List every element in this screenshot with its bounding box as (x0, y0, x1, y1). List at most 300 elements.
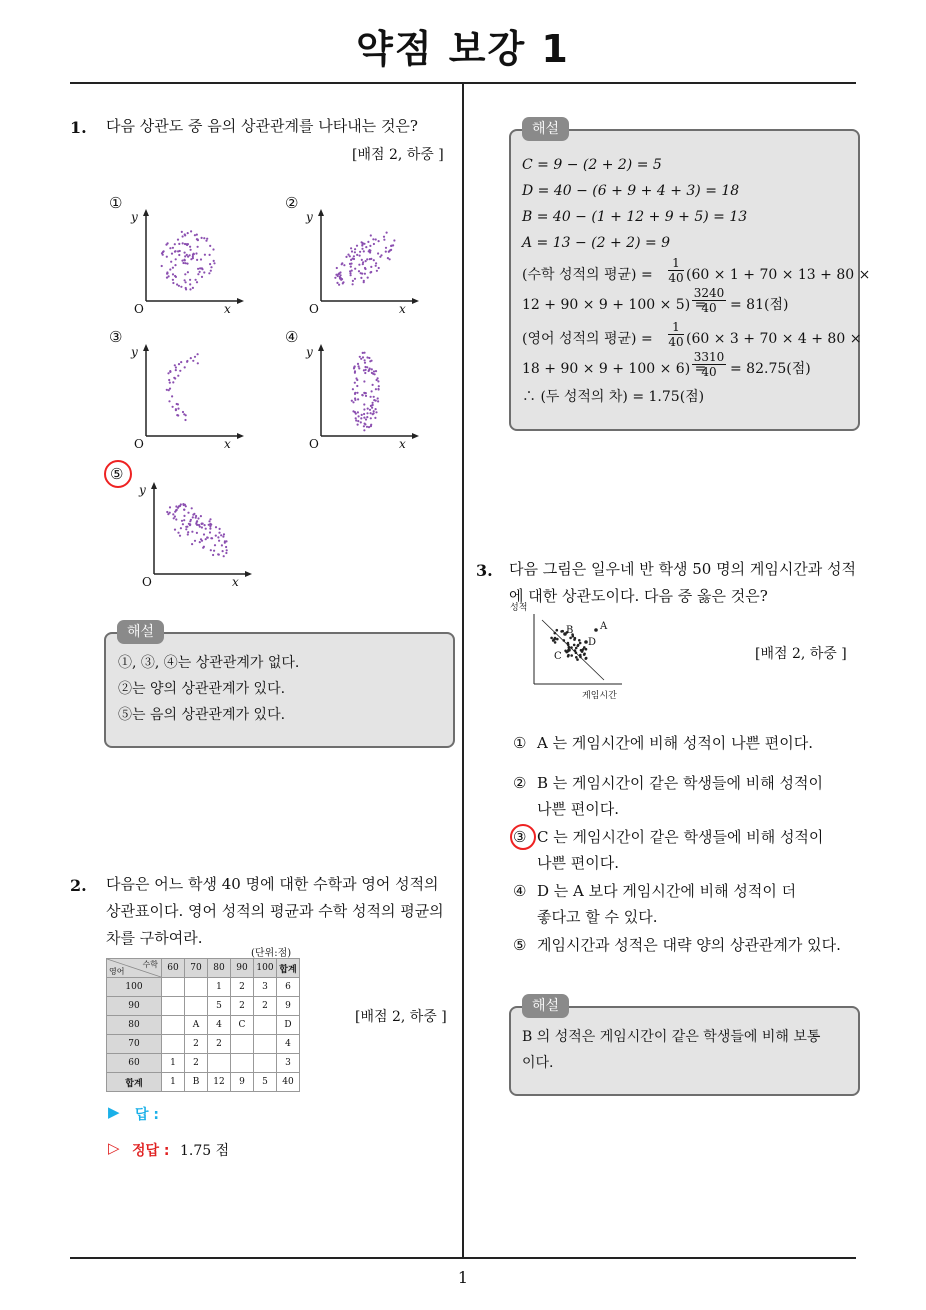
scatter-dot (186, 361, 188, 363)
q1-option-5-label: ⑤ (110, 465, 124, 483)
scatter-dot (341, 262, 343, 264)
scatter-dot (184, 366, 186, 368)
scatter-dot (175, 366, 177, 368)
scatter-dot (166, 389, 168, 391)
scatter-dot (205, 240, 207, 242)
scatter-dot (377, 397, 379, 399)
scatter-dot (373, 243, 375, 245)
scatter-dot (359, 251, 361, 253)
scatter-dot (182, 262, 184, 264)
scatter-dot (196, 259, 198, 261)
scatter-dot (196, 281, 198, 283)
scatter-dot (213, 550, 215, 552)
scatter-dot (169, 247, 171, 249)
scatter-dot (375, 370, 377, 372)
q1-explanation-line-3: ⑤는 음의 상관관계가 있다. (118, 707, 286, 723)
scatter-dot (363, 352, 365, 354)
scatter-dot (364, 359, 366, 361)
scatter-dot (213, 260, 215, 262)
scatter-dot (183, 519, 185, 521)
scatter-dot (390, 245, 392, 247)
scatter-dot (363, 403, 365, 405)
scatter-dot (376, 270, 378, 272)
scatter-dot (201, 523, 203, 525)
scatter-dot (370, 360, 372, 362)
scatter-dot (215, 526, 217, 528)
q3-option-2 (513, 770, 823, 822)
q2-exp-line-d: D = 40 − (6 + 9 + 4 + 3) = 18 (522, 183, 740, 199)
table-cell (208, 1054, 231, 1073)
scatter-dot (361, 248, 363, 250)
table-corner-bottom: 영어 (109, 967, 125, 976)
q2-exp-eng-line2a: 18 + 90 × 9 + 100 × 6) = (522, 361, 707, 377)
q1-question: 다음 상관도 중 음의 상관관계를 나타내는 것은? (106, 117, 418, 135)
q3-option-text: A 는 게임시간에 비해 성적이 나쁜 편이다. (537, 734, 814, 752)
q1-p4-origin: O (309, 437, 319, 451)
scatter-dot (350, 266, 352, 268)
scatter-dot (577, 644, 580, 647)
scatter-dot (385, 251, 387, 253)
scatter-dot (197, 273, 199, 275)
scatter-dot (226, 549, 228, 551)
scatter-dot (182, 242, 184, 244)
scatter-dot (186, 263, 188, 265)
scatter-dot (567, 654, 570, 657)
scatter-dot (185, 528, 187, 530)
scatter-dot (175, 369, 177, 371)
q3-option-number: ② (513, 774, 527, 792)
q1-p5-y: y (139, 483, 146, 497)
scatter-dot (360, 277, 362, 279)
scatter-dot (368, 369, 370, 371)
scatter-dot (389, 249, 391, 251)
scatter-dot (209, 245, 211, 247)
scatter-dot (360, 358, 362, 360)
scatter-dot (361, 259, 363, 261)
scatter-dot (183, 259, 185, 261)
scatter-dot (372, 384, 374, 386)
scatter-dot (209, 518, 211, 520)
q3-point-d: D (588, 637, 597, 648)
scatter-dot (352, 280, 354, 282)
scatter-dot (366, 356, 368, 358)
scatter-dot (350, 247, 352, 249)
scatter-dot (184, 273, 186, 275)
scatter-dot (209, 254, 211, 256)
scatter-dot (184, 255, 186, 257)
scatter-dot (208, 520, 210, 522)
scatter-dot (369, 250, 371, 252)
scatter-dot (221, 544, 223, 546)
q3-option-text: 나쁜 편이다. (537, 854, 619, 872)
table-cell (231, 1054, 254, 1073)
scatter-dot (195, 279, 197, 281)
scatter-dot (194, 540, 196, 542)
table-cell: 9 (277, 997, 300, 1016)
scatter-dot (377, 380, 379, 382)
scatter-dot (210, 549, 212, 551)
scatter-dot (206, 238, 208, 240)
scatter-dot (196, 234, 198, 236)
scatter-dot (161, 265, 163, 267)
scatter-dot (583, 653, 586, 656)
scatter-dot (352, 283, 354, 285)
table-col-header: 80 (208, 959, 231, 978)
scatter-dot (217, 536, 219, 538)
q1-option-1-label: ① (109, 194, 123, 212)
scatter-dot (352, 401, 354, 403)
scatter-dot (187, 531, 189, 533)
scatter-dot (358, 415, 360, 417)
scatter-dot (174, 243, 176, 245)
q3-option-text: B 는 게임시간이 같은 학생들에 비해 성적이 (537, 774, 823, 792)
scatter-dot (386, 232, 388, 234)
scatter-dot (354, 248, 356, 250)
scatter-dot (177, 408, 179, 410)
scatter-dot (197, 246, 199, 248)
scatter-dot (368, 357, 370, 359)
q2-question-line-3: 차를 구하여라. (106, 929, 203, 947)
scatter-dot (169, 506, 171, 508)
scatter-dot (575, 647, 578, 650)
scatter-dot (371, 404, 373, 406)
scatter-dot (353, 367, 355, 369)
scatter-dot (351, 400, 353, 402)
q3-option-number: ⑤ (513, 936, 527, 954)
scatter-dot (174, 364, 176, 366)
scatter-dot (360, 272, 362, 274)
table-cell: 1 (162, 1054, 185, 1073)
scatter-dot (178, 243, 180, 245)
scatter-dot (182, 523, 184, 525)
q3-explanation-line-1: B 의 성적은 게임시간이 같은 학생들에 비해 보통 (522, 1029, 821, 1045)
scatter-dot (336, 267, 338, 269)
q2-exp-math-line2b: = 81(점) (730, 297, 789, 313)
scatter-dot (174, 515, 176, 517)
scatter-dot (203, 533, 205, 535)
scatter-dot (187, 256, 189, 258)
scatter-dot (191, 531, 193, 533)
scatter-dot (378, 267, 380, 269)
scatter-dot (361, 414, 363, 416)
scatter-dot (363, 408, 365, 410)
scatter-dot (213, 262, 215, 264)
table-cell: 6 (277, 978, 300, 997)
scatter-dot (186, 526, 188, 528)
scatter-dot (563, 639, 566, 642)
scatter-dot (355, 417, 357, 419)
scatter-dot (220, 534, 222, 536)
scatter-dot (357, 363, 359, 365)
scatter-dot (196, 520, 198, 522)
q2-exp-eng-line2b: = 82.75(점) (730, 361, 811, 377)
scatter-dot (192, 257, 194, 259)
scatter-dot (334, 277, 336, 279)
q2-number: 2. (70, 876, 87, 895)
q1-p4-x: x (399, 437, 406, 451)
q3-number: 3. (476, 561, 493, 580)
scatter-dot (185, 288, 187, 290)
q1-p3-y: y (131, 345, 138, 359)
scatter-dot (189, 279, 191, 281)
scatter-dot (184, 252, 186, 254)
q1-p1-x: x (224, 302, 231, 316)
scatter-dot (172, 381, 174, 383)
scatter-dot (223, 533, 225, 535)
scatter-dot (209, 523, 211, 525)
scatter-dot (374, 373, 376, 375)
scatter-dot (338, 284, 340, 286)
table-cell: 5 (208, 997, 231, 1016)
scatter-dot (189, 524, 191, 526)
q1-p5-x: x (232, 575, 239, 589)
table-cell: 3 (277, 1054, 300, 1073)
scatter-dot (350, 259, 352, 261)
scatter-dot (170, 261, 172, 263)
scatter-dot (180, 527, 182, 529)
scatter-dot (362, 263, 364, 265)
table-cell (254, 1054, 277, 1073)
scatter-dot (354, 365, 356, 367)
scatter-dot (166, 277, 168, 279)
scatter-dot (177, 414, 179, 416)
page-title: 약점 보강 1 (356, 27, 570, 71)
table-cell (185, 978, 208, 997)
scatter-dot (364, 273, 366, 275)
q1-p1-y: y (131, 210, 138, 224)
scatter-dot (223, 555, 225, 557)
scatter-dot (209, 525, 211, 527)
table-cell: 2 (185, 1054, 208, 1073)
scatter-dot (192, 516, 194, 518)
q1-p2-x: x (399, 302, 406, 316)
table-cell (254, 1035, 277, 1054)
scatter-dot (197, 517, 199, 519)
scatter-dot (556, 638, 559, 641)
scatter-dot (190, 357, 192, 359)
q2-exp-math-frac (668, 256, 684, 285)
scatter-dot (352, 410, 354, 412)
scatter-dot (393, 239, 395, 241)
scatter-dot (209, 263, 211, 265)
scatter-dot (574, 649, 577, 652)
q3-score: [배점 2, 하중 ] (755, 646, 847, 662)
q2-question-line-1: 다음은 어느 학생 40 명에 대한 수학과 영어 성적의 (106, 875, 439, 893)
frac-num: 1 (672, 320, 680, 334)
scatter-dot (373, 370, 375, 372)
scatter-dot (358, 365, 360, 367)
scatter-dot (350, 274, 352, 276)
scatter-dot (177, 250, 179, 252)
table-row-header: 80 (107, 1016, 162, 1035)
scatter-dot (185, 281, 187, 283)
q2-correct-value: 1.75 점 (180, 1143, 230, 1159)
scatter-dot (197, 268, 199, 270)
scatter-dot (175, 409, 177, 411)
scatter-dot (204, 524, 206, 526)
scatter-dot (375, 238, 377, 240)
scatter-dot (554, 632, 557, 635)
scatter-dot (340, 279, 342, 281)
scatter-dot (175, 258, 177, 260)
scatter-dot (172, 267, 174, 269)
table-cell: B (185, 1073, 208, 1092)
scatter-dot (174, 250, 176, 252)
scatter-dot (342, 282, 344, 284)
scatter-dot (167, 513, 169, 515)
scatter-dot (357, 420, 359, 422)
scatter-dot (570, 654, 573, 657)
scatter-dot (197, 362, 199, 364)
scatter-dot (356, 245, 358, 247)
scatter-dot (168, 400, 170, 402)
q1-option-3-label: ③ (109, 328, 123, 346)
scatter-dot (377, 400, 379, 402)
scatter-dot (360, 417, 362, 419)
scatter-dot (195, 252, 197, 254)
scatter-dot (172, 282, 174, 284)
q1-number: 1. (70, 118, 87, 137)
scatter-dot (355, 413, 357, 415)
scatter-dot (192, 514, 194, 516)
q3-option-text: C 는 게임시간이 같은 학생들에 비해 성적이 (537, 828, 824, 846)
scatter-dot (364, 392, 366, 394)
scatter-dot (166, 271, 168, 273)
scatter-dot (184, 279, 186, 281)
q1-p3-origin: O (134, 437, 144, 451)
scatter-dot (181, 231, 183, 233)
scatter-dot (172, 247, 174, 249)
scatter-dot (371, 368, 373, 370)
table-cell: 9 (231, 1073, 254, 1092)
scatter-dot (211, 537, 213, 539)
table-cell (162, 1016, 185, 1035)
table-cell: D (277, 1016, 300, 1035)
scatter-dot (364, 362, 366, 364)
scatter-dot (175, 505, 177, 507)
table-cell: 1 (208, 978, 231, 997)
table-row-header: 70 (107, 1035, 162, 1054)
scatter-dot (210, 266, 212, 268)
scatter-dot (176, 283, 178, 285)
scatter-dot (358, 264, 360, 266)
frac-den: 40 (668, 335, 684, 349)
table-cell: 4 (208, 1016, 231, 1035)
q2-exp-conclusion: ∴ (두 성적의 차) = 1.75(점) (522, 389, 705, 405)
scatter-dot (585, 657, 588, 660)
scatter-dot (197, 239, 199, 241)
scatter-dot (369, 245, 371, 247)
scatter-dot (380, 254, 382, 256)
scatter-dot (364, 372, 366, 374)
scatter-dot (200, 515, 202, 517)
q3-option-text: D 는 A 보다 게임시간에 비해 성적이 더 (537, 882, 797, 900)
scatter-dot (166, 511, 168, 513)
scatter-dot (184, 504, 186, 506)
scatter-dot (372, 402, 374, 404)
frac-num: 3310 (693, 350, 725, 364)
scatter-dot (363, 243, 365, 245)
scatter-dot (363, 280, 365, 282)
scatter-dot (203, 271, 205, 273)
q3-point-a: A (600, 621, 608, 632)
scatter-dot (161, 252, 163, 254)
scatter-dot (338, 272, 340, 274)
scatter-dot (573, 644, 576, 647)
scatter-dot (218, 540, 220, 542)
scatter-dot (354, 382, 356, 384)
scatter-dot (375, 411, 377, 413)
scatter-dot (187, 232, 189, 234)
scatter-dot (383, 236, 385, 238)
scatter-dot (184, 233, 186, 235)
scatter-dot (196, 524, 198, 526)
scatter-dot (194, 234, 196, 236)
scatter-dot (355, 377, 357, 379)
table-cell (231, 1035, 254, 1054)
scatter-dot (219, 528, 221, 530)
scatter-dot (225, 552, 227, 554)
scatter-dot (363, 413, 365, 415)
scatter-dot (370, 412, 372, 414)
scatter-dot (358, 367, 360, 369)
scatter-dot (579, 654, 582, 657)
scatter-dot (172, 279, 174, 281)
scatter-dot (205, 528, 207, 530)
scatter-dot (375, 388, 377, 390)
scatter-dot (191, 543, 193, 545)
scatter-dot (366, 366, 368, 368)
scatter-dot (189, 288, 191, 290)
scatter-dot (179, 535, 181, 537)
scatter-dot (354, 399, 356, 401)
table-cell (162, 997, 185, 1016)
scatter-dot (579, 642, 582, 645)
scatter-dot (357, 424, 359, 426)
correct-arrow-icon: ▷ (108, 1139, 120, 1157)
q3-point-b: B (566, 625, 574, 636)
scatter-dot (561, 630, 564, 633)
scatter-dot (367, 241, 369, 243)
scatter-dot (574, 637, 577, 640)
frac-num: 3240 (693, 286, 725, 300)
table-corner-top: 수학 (142, 960, 158, 969)
scatter-dot (175, 509, 177, 511)
scatter-dot (373, 396, 375, 398)
page-number: 1 (457, 1268, 469, 1287)
scatter-dot (178, 254, 180, 256)
scatter-dot (345, 256, 347, 258)
scatter-dot (178, 363, 180, 365)
q3-option-1 (513, 730, 813, 756)
q3-explanation-tab: 해설 (522, 994, 569, 1018)
scatter-dot (198, 524, 200, 526)
scatter-dot (172, 513, 174, 515)
scatter-dot (554, 641, 557, 644)
scatter-dot (204, 254, 206, 256)
q2-exp-line-a: A = 13 − (2 + 2) = 9 (522, 235, 671, 251)
q2-exp-eng-frac2 (692, 350, 726, 379)
scatter-dot (174, 264, 176, 266)
scatter-dot (187, 271, 189, 273)
q3-option-text: 나쁜 편이다. (537, 800, 619, 818)
q2-question-line-2: 상관표이다. 영어 성적의 평균과 수학 성적의 평균의 (106, 902, 444, 920)
q2-exp-math-rest: (60 × 1 + 70 × 13 + 80 × (686, 267, 871, 283)
scatter-dot (349, 255, 351, 257)
table-cell: 2 (231, 997, 254, 1016)
scatter-dot (189, 246, 191, 248)
frac-den: 40 (668, 271, 684, 285)
